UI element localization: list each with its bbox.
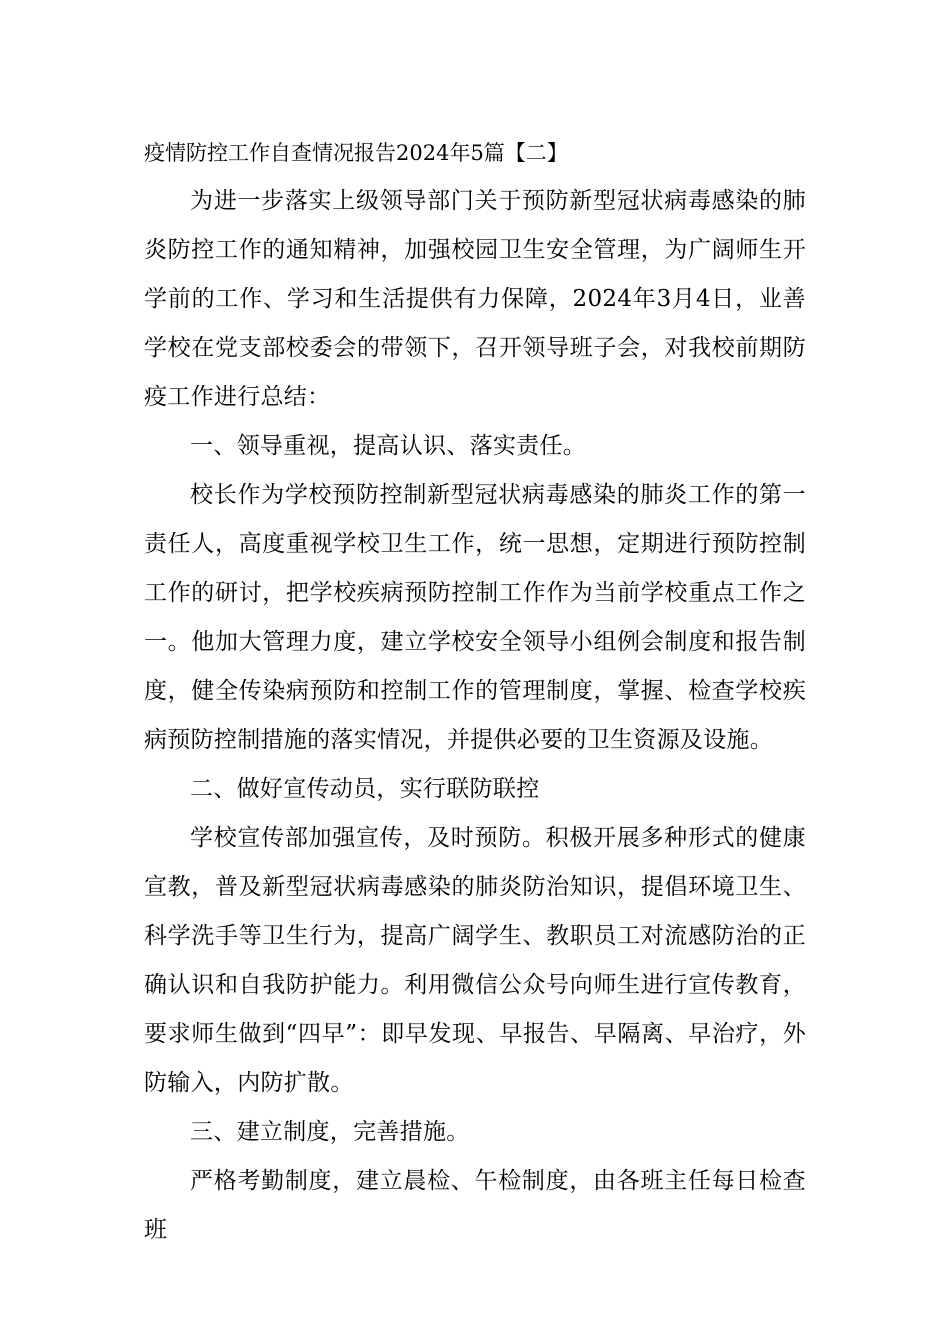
document-title: 疫情防控工作自查情况报告2024年5篇【二】 bbox=[144, 141, 568, 165]
section-heading-3: 三、建立制度，完善措施。 bbox=[190, 1119, 470, 1145]
section-heading-1: 一、领导重视，提高认识、落实责任。 bbox=[190, 433, 587, 459]
paragraph-leadership: 校长作为学校预防控制新型冠状病毒感染的肺炎工作的第一责任人，高度重视学校卫生工作，统一思想，定期进行预防控制工作的研讨，把学校疾病预防控制工作作为当前学校重点工作之一。他加大管理力度，建立学校安全领导小组例会制度和报告制度，健全传染病预防和控制工作的管理制度，掌握、检查学校疾病预防控制措施的落实情况，并提供必要的卫生资源及设施。 bbox=[144, 482, 806, 753]
paragraph-intro: 为进一步落实上级领导部门关于预防新型冠状病毒感染的肺炎防控工作的通知精神，加强校园卫生安全管理，为广阔师生开学前的工作、学习和生活提供有力保障，2024年3月4日，业善学校在党支部校委会的带领下，召开领导班子会，对我校前期防疫工作进行总结： bbox=[144, 188, 806, 410]
paragraph-publicity: 学校宣传部加强宣传，及时预防。积极开展多种形式的健康宣教，普及新型冠状病毒感染的肺炎防治知识，提倡环境卫生、科学洗手等卫生行为，提高广阔学生、教职员工对流感防治的正确认识和自我防护能力。利用微信公众号向师生进行宣传教育，要求师生做到“四早”：即早发现、早报告、早隔离、早治疗，外防输入，内防扩散。 bbox=[144, 825, 806, 1096]
section-heading-2: 二、做好宣传动员，实行联防联控 bbox=[190, 776, 540, 802]
paragraph-system: 严格考勤制度，建立晨检、午检制度，由各班主任每日检查班 bbox=[144, 1168, 806, 1243]
document-body bbox=[144, 129, 806, 1255]
